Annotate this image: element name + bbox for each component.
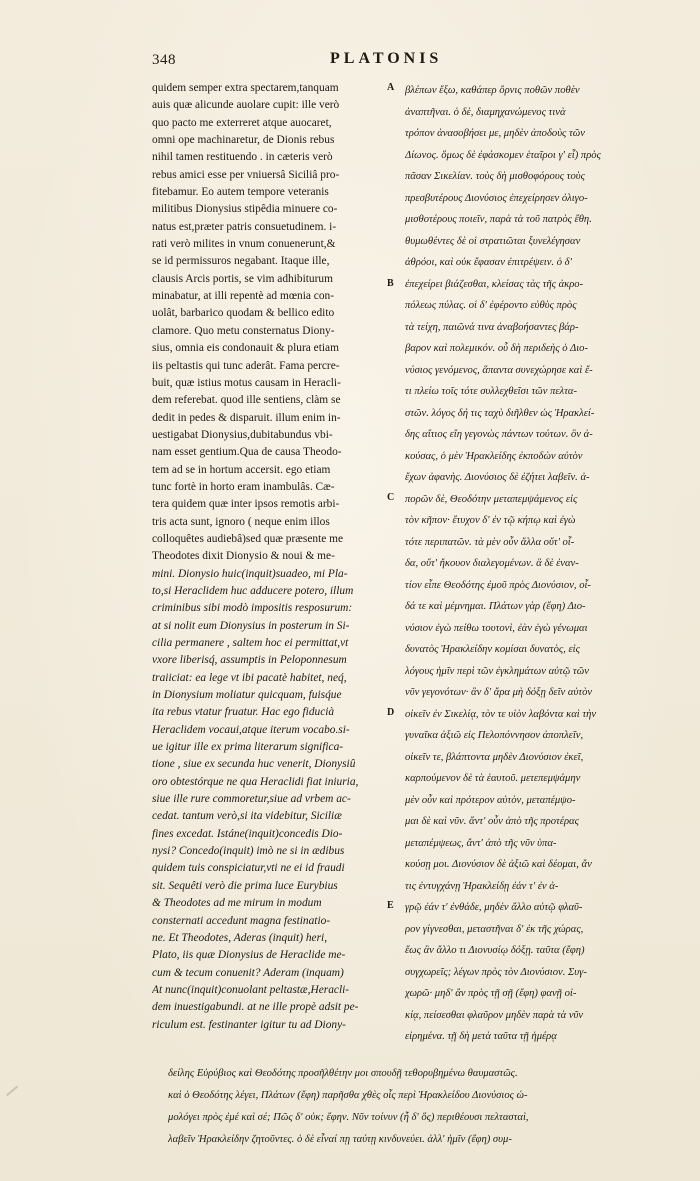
latin-text-line: omni ope machinaretur, de Dionis rebus <box>152 134 335 147</box>
greek-text-line: λόγους ἡμῖν περὶ τῶν ἐγκλημάτων αὐτῷ τῶν <box>405 665 589 677</box>
latin-text-line: riculum est. festinanter igitur tu ad Diony- <box>152 1018 346 1031</box>
latin-text-line: iis peltastis qui tunc aderât. Fama percre- <box>152 359 340 372</box>
latin-text-line: cum & tecum conuenit? Aderam (inquam) <box>152 966 344 979</box>
latin-text-line: quidem semper extra spectarem,tanquam <box>152 82 339 94</box>
greek-text-line: τὰ τείχη, παιῶνά τινα ἀναβοήσαντες βάρ- <box>405 321 579 333</box>
latin-text-line: traiiciat: ea lege vt ibi pacatè habitet, neq́, <box>152 671 347 684</box>
greek-text-line: νύσιον ἐγὼ πείθω τουτονὶ, ἐὰν ἐγὼ γένωμαι <box>405 622 588 634</box>
latin-text-line: oro obtestórque ne qua Heraclidi fiat iniuria, <box>152 775 359 788</box>
latin-text-line: At nunc(inquit)conuolant peltastæ,Heracli- <box>152 983 350 996</box>
greek-text-line: βλέπων ἔξω, καθάπερ ὄρνις ποθῶν ποθὲν <box>405 85 580 96</box>
latin-text-line: tem ad se in hortum accersit. ego etiam <box>152 463 331 476</box>
bottom-greek-block <box>168 1063 673 1151</box>
latin-text-line: dem referebat. quod ille sentiens, clàm se <box>152 394 341 407</box>
latin-text-line: ne. Et Theodotes, Aderas (inquit) heri, <box>152 931 328 944</box>
latin-text-line: auis quæ alicunde auolare cupit: ille verò <box>152 99 340 112</box>
latin-text-line: rati verò milites in vnum conuenerunt,& <box>152 238 336 251</box>
latin-text-line: tunc fortè in horto eram inambulâs. Cæ- <box>152 480 335 493</box>
page-number: 348 <box>152 52 176 68</box>
bottom-greek-text-line: μολόγει πρὸς ἐμέ καὶ σέ; Πῶς δ' οὐκ; ἔφην. Νῦν τοίνυν (ἦ δ' ὅς) περιθέουσι πελτασταὶ, <box>168 1112 529 1123</box>
greek-text-line: τι πλείω τοῖς τότε συλλεχθεῖσι τῶν πελτα- <box>405 386 578 397</box>
greek-text-line: μεταπέμψεως, ἄντ' ἀπὸ τῆς νῦν ὑπα- <box>405 837 557 849</box>
latin-text-line: uestigabat Dionysius,dubitabundus vbi- <box>152 428 333 441</box>
margin-letter-d: D <box>387 707 395 718</box>
latin-column <box>152 80 390 1034</box>
latin-text-line: dedit in pedes & disparuit. illum enim in- <box>152 411 341 424</box>
greek-text-line: τὸν κῆπον· ἔτυχον δ' ἐν τῷ κήπῳ καὶ ἐγὼ <box>405 515 576 526</box>
latin-text-line: nysi? Concedo(inquit) imò ne si in ædibus <box>152 845 345 858</box>
margin-letter-b: B <box>387 278 394 289</box>
greek-text-line: γυναῖκα ἀξιῶ εἰς Πελοπόννησον ἀποπλεῖν, <box>405 730 584 741</box>
greek-text-line: βαρον καὶ πολεμικόν. οὗ δὴ περιδεὴς ὁ Διο- <box>405 343 589 354</box>
bottom-greek-text-line: λαβεῖν Ἡρακλείδην ζητοῦντες. ὁ δὲ εἶναί πῃ ταύτῃ κινδυνεύει. ἀλλ' ἡμῖν (ἔφη) συμ- <box>168 1134 512 1145</box>
greek-text-line: νύσιος γενόμενος, ἅπαντα συνεχώρησε καὶ ἔ- <box>405 364 593 376</box>
greek-text-line: εἰρημένα. τῇ δὴ μετὰ ταῦτα τῇ ἡμέρᾳ <box>405 1031 557 1042</box>
latin-text-line: to,si Heraclidem huc adducere potero, illum <box>152 584 354 597</box>
latin-text-line: consternati accedunt magna festinatio- <box>152 914 331 927</box>
latin-text-line: Theodotes dixit Dionysio & noui & me- <box>152 550 335 563</box>
latin-text-line: criminibus sibi modò impositis resposurum: <box>152 602 353 615</box>
margin-letter-a: A <box>387 82 395 93</box>
greek-text-line: ἀθρόοι, καὶ οὐκ ἔφασαν ἐπιτρέψειν. ὁ δ' <box>405 257 572 268</box>
margin-letter-e: E <box>387 900 394 911</box>
greek-text-line: τρόπον ἀνασοβήσει με, μηδὲν ἀποδοὺς τῶν <box>405 128 585 139</box>
latin-text-line: se id permissuros negabant. Itaque ille, <box>152 255 330 268</box>
greek-text-line: κούσας, ὁ μὲν Ἡρακλείδης ἐκποδὼν αὐτὸν <box>405 450 583 462</box>
latin-text-line: ue igitur ille ex prima literarum significa- <box>152 741 344 754</box>
latin-text-line: vxore liberisq́, assumptis in Peloponnesum <box>152 654 347 667</box>
greek-text-line: θυμωθέντες δὲ οἱ στρατιῶται ξυνελέγησαν <box>405 235 581 247</box>
latin-text-line: natus est,præter patris consuetudinem. i- <box>152 220 337 233</box>
latin-text-line: rebus amici esse per vniuersâ Siciliâ pro- <box>152 168 340 181</box>
greek-text-line: ἔχων ἀφανὴς. Διονύσιος δὲ ἐζήτει λαβεῖν. ἀ- <box>405 472 590 483</box>
greek-text-line: τότε περιπατῶν. τὰ μὲν οὖν ἄλλα οὔτ' οἶ- <box>405 536 575 548</box>
latin-text-line: cilia permanere , saltem hoc ei permittat,vt <box>152 637 349 649</box>
greek-text-line: χωρῶ· μηδ' ἂν πρὸς τῇ σῇ (ἔφη) φανῇ οἰ- <box>405 988 577 999</box>
latin-text-line: cedat. tantum verò,si ita videbitur, Siciliæ <box>152 810 342 823</box>
latin-text-line: uolât, barbarico quodam & bellico edito <box>152 307 335 320</box>
greek-text-line: Δίωνος. ὅμως δὲ ἐφάσκομεν ἑταῖροι γ' εἶ) πρὸς <box>405 149 601 161</box>
greek-text-line: πόλεως πύλας. οἱ δ' ἐφέροντο εὐθὺς πρὸς <box>405 300 577 311</box>
greek-text-line: τίον εἶπε Θεοδότης ἐμοῦ πρὸς Διονύσιον, οἶ- <box>405 579 591 591</box>
latin-text-line: nihil tamen restituendo . in cæteris verò <box>152 151 333 164</box>
latin-text-line: tione , siue ex secunda huc venerit, Dionysiû <box>152 758 356 771</box>
latin-text-line: quidem tuis conspiciatur,vti ne ei id fraudi <box>152 862 345 875</box>
greek-text-line: οἰκεῖν τε, βλάπτοντα μηδὲν Διονύσιον ἐκεῖ, <box>405 751 584 763</box>
greek-text-line: ἕως ἂν ἄλλο τι Διονυσίῳ δόξῃ. ταῦτα (ἔφη) <box>405 945 585 956</box>
greek-text-line: γρῷ ἐάν τ' ἐνθάδε, μηδὲν ἄλλο αὐτῷ φλαῦ- <box>405 902 583 913</box>
greek-text-line: συγχωρεῖς; λέγων πρὸς τὸν Διονύσιον. Συγ- <box>405 966 587 978</box>
greek-text-line: ρον γίγνεσθαι, μεταστῆναι δ' ἐκ τῆς χώρας, <box>405 923 584 935</box>
latin-text-line: mini. Dionysio huic(inquit)suadeo, mi Pla- <box>152 567 348 580</box>
latin-text-line: militibus Dionysius stipêdia minuere co- <box>152 203 338 216</box>
greek-text-line: μαι δὲ καὶ νῦν. ἄντ' οὖν ἀπὸ τῆς προτέρας <box>405 816 579 827</box>
greek-text-line: οἰκεῖν ἐν Σικελίᾳ, τὸν τε υἱὸν λαβόντα καὶ τὴν <box>405 708 597 720</box>
latin-text-line: tera quidem quæ inter ipsos remotis arbi- <box>152 498 340 511</box>
greek-text-line: πορῶν δὲ, Θεοδότην μεταπεμψάμενος εἰς <box>405 493 578 505</box>
bottom-greek-text-line: καὶ ὁ Θεοδότης λέγει, Πλάτων (ἔφη) παρῆσθα χθὲς οἷς περὶ Ἡρακλείδου Διονύσιος ὡ- <box>168 1090 528 1101</box>
latin-text-line: in Dionysium moliatur quicquam, fuisq́ue <box>152 689 342 702</box>
greek-text-line: ἀναπτῆναι. ὁ δὲ, διαμηχανώμενος τινὰ <box>405 106 566 118</box>
greek-text-line: πᾶσαν Σικελίαν. τοὺς δὴ μισθοφόρους τοὺς <box>405 171 585 182</box>
latin-text-line: fitebamur. Eo autem tempore veteranis <box>152 186 329 199</box>
latin-text-line: clamore. Quo metu consternatus Diony- <box>152 324 335 337</box>
greek-text-line: τις ἐντυγχάνῃ Ἡρακλείδῃ ἐάν τ' ἐν ἀ- <box>405 880 559 892</box>
greek-text-line: νῦν γεγονότων· ἂν δ' ἄρα μὴ δόξῃ δεῖν αὐτὸν <box>405 687 593 698</box>
greek-text-line: δά τε καὶ μέμνημαι. Πλάτων γὰρ (ἔφη) Διο- <box>405 601 586 612</box>
latin-text-line: ita rebus vtatur fruatur. Hac ego fiducià <box>152 706 335 719</box>
greek-text-line: πρεσβυτέρους Διονύσιος ἐπεχείρησεν ὀλιγο- <box>405 192 588 204</box>
latin-text-line: nam esset gentium.Qua de causa Theodo- <box>152 446 342 459</box>
latin-text-line: tris acta sunt, ignoro ( neque enim illos <box>152 515 330 528</box>
latin-text-line: buit, quæ istius motus causam in Heracli- <box>152 376 341 389</box>
greek-text-line: μισθοτέρους ποιεῖν, παρὰ τὰ τοῦ πατρὸς ἔθη. <box>405 214 592 225</box>
greek-column <box>405 80 673 1048</box>
latin-text-line: & Theodotes ad me mirum in modum <box>152 897 322 910</box>
latin-text-line: fines excedat. Istáne(inquit)concedis Dio- <box>152 827 343 840</box>
greek-text-line: δα, οὔτ' ἤκουον διαλεγομένων. ἃ δὲ ἐναν- <box>405 558 579 569</box>
latin-text-line: quo pacto me exterreret atque auocaret, <box>152 116 332 129</box>
margin-letter-c: C <box>387 492 395 503</box>
latin-text-line: at si nolit eum Dionysius in posterum in Si- <box>152 619 350 632</box>
greek-text-line: καρπούμενον δὲ τὰ ἑαυτοῦ. μετεπεμψάμην <box>405 773 581 784</box>
greek-text-line: δυνατὸς Ἡρακλείδην κομίσαι δυνατὸς, εἰς <box>405 644 580 655</box>
latin-text-line: Plato, iis quæ Dionysius de Heraclide me- <box>152 949 346 962</box>
bottom-greek-text-line: δείλης Εὐρύβιος καὶ Θεοδότης προσῆλθέτην μοι σπουδῇ τεθορυβημένω θαυμαστῶς. <box>168 1068 518 1079</box>
greek-text-line: στῶν. λόγος δή τις ταχὺ διῆλθεν ὡς Ἡρακλεί- <box>405 407 595 419</box>
latin-text-line: dem inuestigabundi. at ne ille propè adsit pe- <box>152 1001 359 1014</box>
latin-text-line: clausis Arcis portis, se vim adhibiturum <box>152 272 333 285</box>
latin-text-line: sit. Sequêti verò die prima luce Eurybius <box>152 879 338 892</box>
latin-text-line: sius, omnia eis condonauit & plura etiam <box>152 342 339 355</box>
greek-text-line: κίᾳ, πείσεσθαι φλαῦρον μηδὲν παρὰ τὰ νῦν <box>405 1009 584 1021</box>
page-edge-mark <box>6 1086 18 1097</box>
latin-text-line: Heraclidem vocaui,atque iterum vocabo.si- <box>152 723 350 736</box>
latin-text-line: colloquêtes audiebâ)sed quæ præsente me <box>152 532 344 545</box>
latin-text-line: siue ille rure commoretur,siue ad vrbem ac- <box>152 793 351 806</box>
latin-text-line: minabatur, at illi repentè ad mœnia con- <box>152 290 335 303</box>
greek-text-line: μὲν οὖν καὶ πρότερον αὐτὸν, μεταπέμψο- <box>405 794 576 806</box>
greek-text-line: κούσῃ μοι. Διονύσιον δὲ ἀξιῶ καὶ δέομαι, ἄν <box>405 859 592 870</box>
greek-text-line: δης αἴτιος εἴη γεγονὼς πάντων τούτων. ὃν ἀ- <box>405 429 593 440</box>
greek-text-line: ἐπεχείρει βιάζεσθαι, κλείσας τὰς τῆς ἀκρο- <box>405 278 584 290</box>
running-head: PLATONIS <box>330 50 443 67</box>
